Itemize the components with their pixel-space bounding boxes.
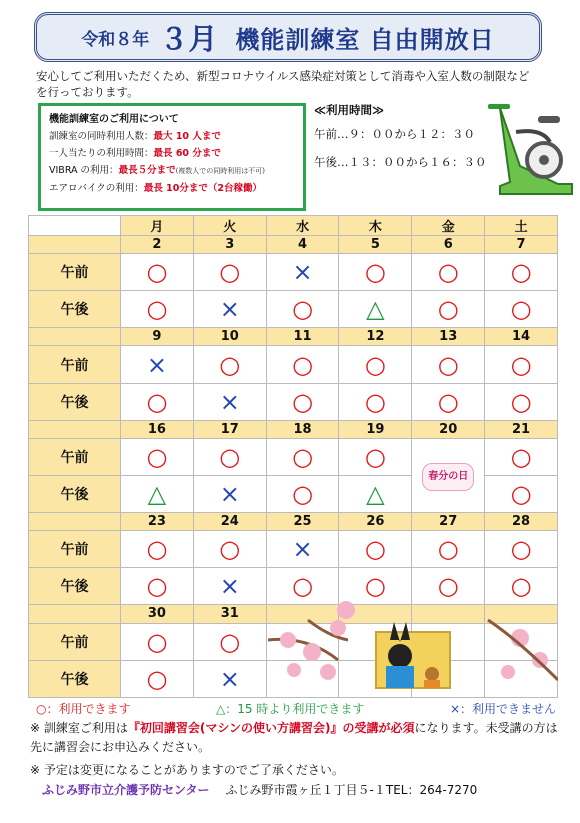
date-cell: 26 [339,513,412,531]
page-title: 機能訓練室 自由開放日 [235,25,495,54]
legend-available: ○：利用できます [36,702,131,716]
date-cell: 9 [121,328,194,346]
organization-name: ふじみ野市立介護予防センター [42,783,210,797]
morning-label: 午前 [29,531,121,568]
availability-mark: ○ [121,383,194,420]
usage-rules-box [38,103,306,211]
availability-mark: × [266,254,339,291]
date-cell: 3 [193,236,266,254]
availability-mark: ○ [193,346,266,383]
usage-hours [314,103,494,169]
availability-mark: ○ [412,346,485,383]
title-year: 令和８年 [81,29,150,50]
morning-label: 午前 [29,623,121,660]
cherry-blossom-icon [268,600,558,698]
weekday-header: 月 [121,216,194,236]
afternoon-label: 午後 [29,383,121,420]
availability-mark: ○ [266,346,339,383]
availability-mark: × [193,475,266,512]
hours-heading: ≪利用時間≫ [314,103,385,117]
date-row-spacer [29,236,121,254]
availability-mark: ○ [339,346,412,383]
availability-mark: △ [339,291,412,328]
lecture-requirement-note: ※ 訓練室ご利用は『初回講習会(マシンの使い方講習会)』の受講が必須になります。未受講の方は先に講習会にお申込みください。 [30,721,558,754]
exercise-bike-icon [480,98,578,202]
availability-mark: △ [121,475,194,512]
holiday-cell [412,438,485,512]
rule-vibra: VIBRA の利用：最長５分まで(複数人での同時利用は不可) [49,165,266,176]
holiday-badge: 春分の日 [422,463,474,491]
availability-mark: ○ [266,568,339,605]
availability-mark: ○ [121,531,194,568]
legend [36,700,556,717]
availability-mark: ○ [121,660,194,697]
availability-mark: ○ [193,438,266,475]
footer [42,781,562,798]
date-cell: 7 [485,236,558,254]
availability-mark: ○ [193,254,266,291]
availability-mark: × [193,383,266,420]
availability-mark: × [193,568,266,605]
rule-aerobike: エアロバイクの利用：最長 10分まで（2台稼働） [49,183,262,194]
organization-address: ふじみ野市霞ヶ丘１丁目５-１TEL：264-7270 [225,783,478,797]
availability-mark: ○ [485,291,558,328]
availability-mark: ○ [485,568,558,605]
availability-mark: ○ [485,531,558,568]
availability-mark: ○ [266,291,339,328]
date-cell: 19 [339,420,412,438]
date-cell: 24 [193,513,266,531]
availability-mark: × [193,291,266,328]
availability-mark: ○ [121,254,194,291]
afternoon-label: 午後 [29,660,121,697]
date-cell: 25 [266,513,339,531]
morning-label: 午前 [29,438,121,475]
availability-mark: ○ [339,383,412,420]
weekday-header: 水 [266,216,339,236]
date-cell: 5 [339,236,412,254]
availability-mark: ○ [485,346,558,383]
availability-mark: ○ [412,531,485,568]
availability-mark: ○ [193,531,266,568]
date-cell: 10 [193,328,266,346]
date-cell: 11 [266,328,339,346]
availability-mark: ○ [339,254,412,291]
date-cell: 20 [412,420,485,438]
availability-mark: ○ [485,438,558,475]
date-cell: 17 [193,420,266,438]
weekday-header: 土 [485,216,558,236]
hours-morning: 午前…９：００から１２：３０ [314,127,475,141]
availability-mark: △ [339,475,412,512]
date-cell: 13 [412,328,485,346]
availability-mark: ○ [339,438,412,475]
availability-mark: ○ [266,438,339,475]
availability-mark: × [193,660,266,697]
date-cell: 18 [266,420,339,438]
weekday-header: 火 [193,216,266,236]
availability-mark: ○ [339,568,412,605]
availability-mark: ○ [121,568,194,605]
afternoon-label: 午後 [29,568,121,605]
availability-mark: ○ [193,623,266,660]
date-cell: 23 [121,513,194,531]
date-row-spacer [29,605,121,623]
date-cell: 4 [266,236,339,254]
date-cell: 12 [339,328,412,346]
title-month: ３月 [159,21,218,56]
afternoon-label: 午後 [29,291,121,328]
date-cell: 16 [121,420,194,438]
availability-mark: ○ [485,475,558,512]
date-cell: 30 [121,605,194,623]
weekday-header: 木 [339,216,412,236]
availability-mark: ○ [485,254,558,291]
availability-mark: ○ [339,531,412,568]
intro-text: 安心してご利用いただくため、新型コロナウイルス感染症対策として消毒や入室人数の制限などを行っております。 [36,69,530,99]
schedule-change-note: ※ 予定は変更になることがありますのでご了承ください。 [30,763,344,777]
weekday-header: 金 [412,216,485,236]
morning-label: 午前 [29,254,121,291]
date-cell: 14 [485,328,558,346]
availability-mark: ○ [412,254,485,291]
date-cell: 31 [193,605,266,623]
availability-mark: ○ [266,475,339,512]
availability-mark: ○ [121,291,194,328]
hours-afternoon: 午後…１３：００から１６：３０ [314,155,487,169]
date-cell: 21 [485,420,558,438]
legend-after-15: △：15 時より利用できます [216,702,365,716]
availability-mark: ○ [121,438,194,475]
date-cell: 2 [121,236,194,254]
morning-label: 午前 [29,346,121,383]
rule-duration: 一人当たりの利用時間：最長 60 分まで [49,148,221,159]
date-row-spacer [29,328,121,346]
availability-mark: ○ [412,383,485,420]
date-cell: 27 [412,513,485,531]
availability-mark: × [121,346,194,383]
title-banner [34,12,542,62]
legend-unavailable: ×：利用できません [449,702,556,716]
calendar-corner [29,216,121,236]
availability-mark: ○ [412,291,485,328]
rule-capacity: 訓練室の同時利用人数：最大 10 人まで [49,131,221,142]
rules-heading: 機能訓練室のご利用について [49,114,179,125]
date-row-spacer [29,513,121,531]
date-row-spacer [29,420,121,438]
date-cell: 6 [412,236,485,254]
date-cell: 28 [485,513,558,531]
availability-mark: ○ [266,383,339,420]
availability-mark: ○ [412,568,485,605]
afternoon-label: 午後 [29,475,121,512]
availability-mark: ○ [485,383,558,420]
availability-mark: × [266,531,339,568]
availability-mark: ○ [121,623,194,660]
